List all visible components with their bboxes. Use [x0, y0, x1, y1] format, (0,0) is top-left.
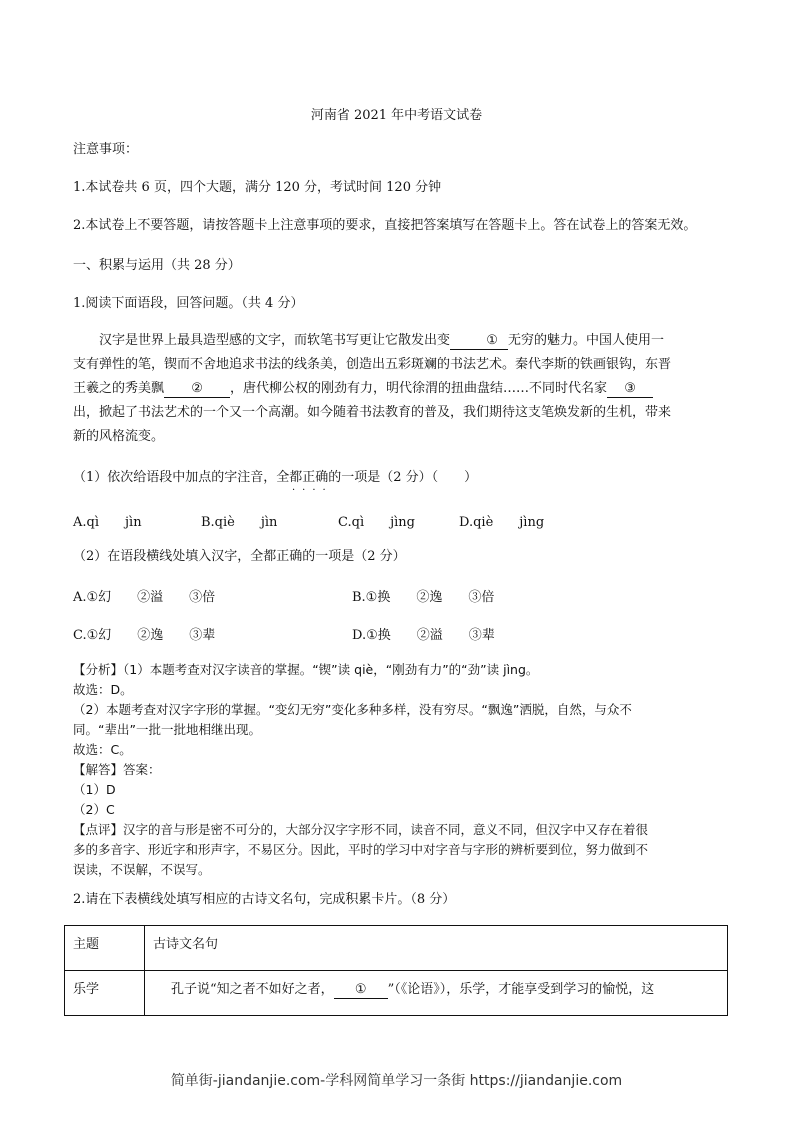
blank-1: ①	[450, 333, 508, 350]
notice-heading: 注意事项：	[73, 142, 139, 157]
option-1b: B.qiè jìn	[201, 515, 278, 530]
question-1-stem: 1.阅读下面语段，回答问题。（共 4 分）	[73, 296, 304, 311]
table-row	[65, 971, 728, 1016]
quote-text: ”（《论语》），乐学，才能享受到学习的愉悦，这	[387, 982, 655, 997]
reading-passage	[73, 329, 727, 449]
explanation-line: （1）D	[73, 782, 116, 797]
sub-question-1-stem: （1）依次给语段中加点的字注音，全都正确的一项是（2 分）（ ）	[73, 470, 478, 485]
option-1a: A.qì jìn	[73, 515, 142, 530]
notice-item-2: 2.本试卷上不要答题，请按答题卡上注意事项的要求，直接把答案填写在答题卡上。答在试卷上的答案无效。	[73, 218, 697, 233]
page-title: 河南省 2021 年中考语文试卷	[310, 108, 483, 123]
explanation-line: 同。“辈出”一批一批地相继出现。	[73, 722, 261, 737]
notice-item-1: 1.本试卷共 6 页，四个大题，满分 120 分，考试时间 120 分钟	[73, 180, 442, 195]
explanation-line: 故选：D。	[73, 682, 133, 697]
passage-line: 支有弹性的笔，锲而不舍地追求书法的线条美，创造出五彩斑斓的书法艺术。秦代李斯的铁画银钩，东晋	[73, 357, 672, 372]
sub-question-2-stem: （2）在语段横线处填入汉字，全都正确的一项是（2 分）	[73, 549, 406, 564]
blank-3: ③	[607, 381, 653, 398]
explanation-line: 【解答】答案：	[73, 762, 161, 777]
option-2c: C.①幻 ②逸 ③辈	[73, 628, 216, 643]
quote-text: 孔子说“知之者不如好之者，	[171, 982, 334, 997]
table-cell-quote	[145, 971, 728, 1016]
table-cell-theme: 乐学	[65, 971, 145, 1016]
explanation-line: （2）C	[73, 802, 115, 817]
option-1c: C.qì jìng	[338, 515, 415, 530]
explanation-line: 误读，不误解，不误写。	[73, 862, 211, 877]
emphasis-dots: ····	[292, 485, 333, 496]
option-2a: A.①幻 ②溢 ③倍	[73, 590, 216, 605]
answer-explanation	[73, 660, 727, 880]
passage-text: ，唐代柳公权的刚劲有力，明代徐渭的扭曲盘结……不同时代名家	[230, 381, 608, 396]
blank-2: ②	[164, 381, 230, 398]
explanation-line: 多的多音字、形近字和形声字，不易区分。因此，平时的学习中对字音与字形的辨析要到位，努力做到不	[73, 842, 649, 857]
option-2b: B.①换 ②逸 ③倍	[352, 590, 495, 605]
explanation-line: 【点评】汉字的音与形是密不可分的，大部分汉字字形不同，读音不同，意义不同，但汉字中又存在着很	[73, 822, 649, 837]
passage-line: 新的风格流变。	[73, 429, 165, 444]
passage-line: 出，掀起了书法艺术的一个又一个高潮。如今随着书法教育的普及，我们期待这支笔焕发新的生机，带来	[73, 405, 672, 420]
explanation-line: 【分析】（1）本题考查对汉字读音的掌握。“锲”读 qiè，“刚劲有力”的“劲”读 jìng。	[73, 662, 539, 677]
site-footer: 简单街-jiandanjie.com-学科网简单学习一条街 https://jiandanjie.com	[170, 1073, 623, 1089]
passage-text: 无穷的魅力。中国人使用一	[508, 333, 665, 348]
table-header-quote: 古诗文名句	[145, 926, 728, 971]
question-2-stem: 2.请在下表横线处填写相应的古诗文名句，完成积累卡片。（8 分）	[73, 892, 456, 907]
table-header-theme: 主题	[65, 926, 145, 971]
option-1d: D.qiè jìng	[459, 515, 545, 530]
passage-text: 汉字是世界上最具造型感的文字，而软笔书写更让它散发出变	[99, 333, 451, 348]
accumulation-card-table	[64, 925, 728, 1016]
passage-text: 王羲之的秀美飘	[73, 381, 165, 396]
explanation-line: （2）本题考查对汉字字形的掌握。“变幻无穷”变化多种多样，没有穷尽。“飘逸”洒脱，自然，与众不	[73, 702, 632, 717]
section-heading: 一、积累与运用（共 28 分）	[73, 258, 241, 273]
explanation-line: 故选：C。	[73, 742, 132, 757]
table-header-row	[65, 926, 728, 971]
option-2d: D.①换 ②溢 ③辈	[352, 628, 495, 643]
blank-table-1: ①	[334, 982, 388, 999]
